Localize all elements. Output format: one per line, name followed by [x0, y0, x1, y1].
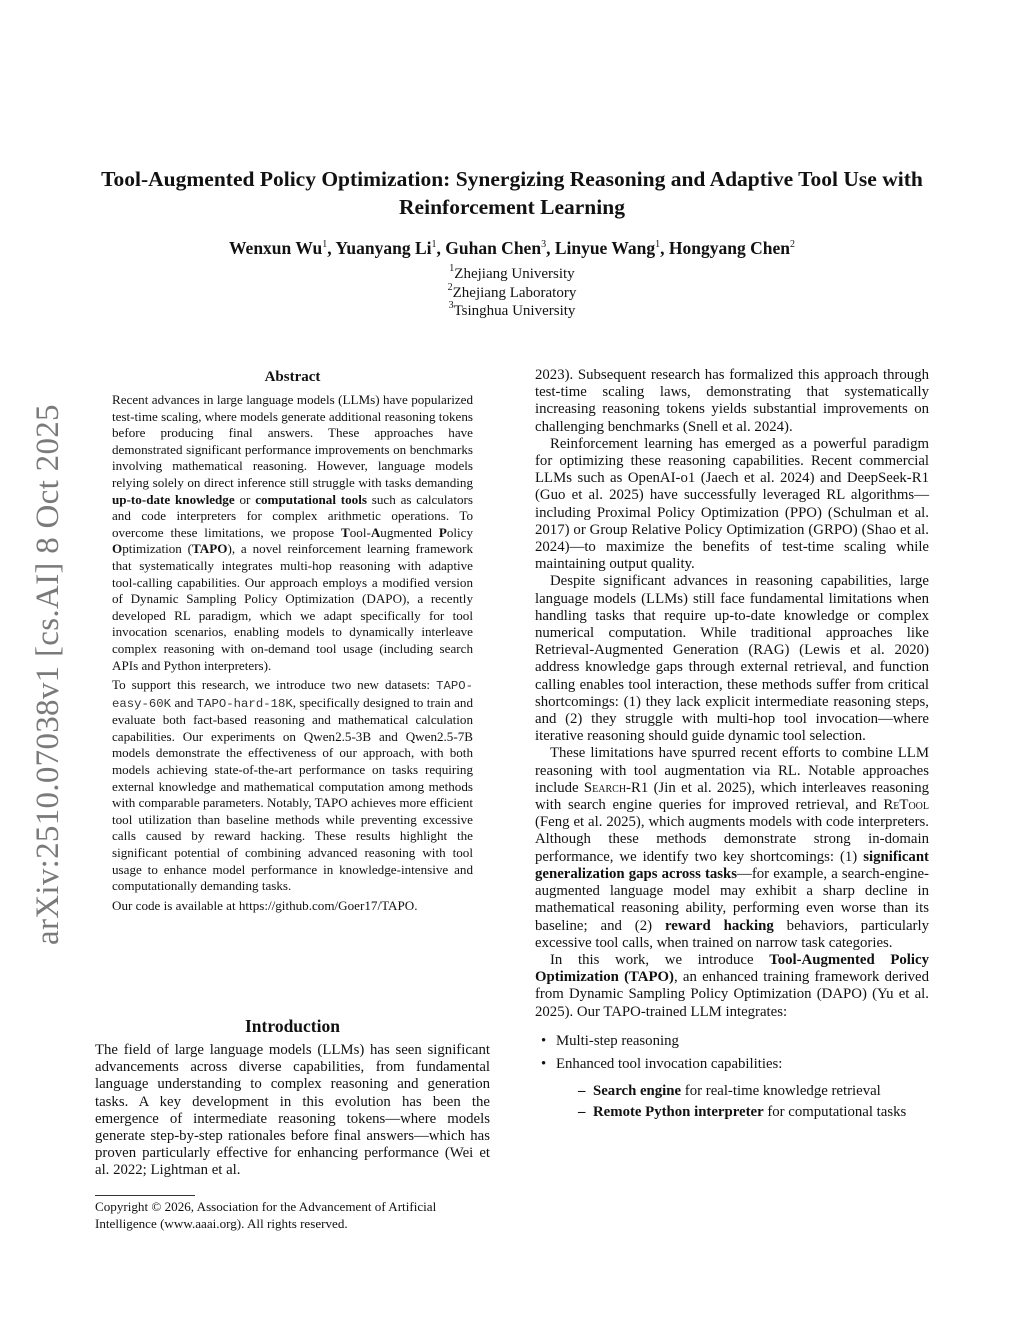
footnote-rule: [95, 1195, 195, 1196]
author-list: [80, 236, 944, 260]
dataset-name: TAPO-hard-18K: [196, 696, 293, 711]
body-paragraph: 2023). Subsequent research has formalized this approach through test-time scaling laws, demonstrating that systematically increasing reasoning tokens yields substantial improvements on challenging benchmarks (Snell et al. 2024).: [535, 367, 929, 435]
list-item: • Multi-step reasoning: [541, 1032, 679, 1049]
dash-icon: –: [578, 1104, 586, 1121]
method-name: Search-R1: [583, 779, 649, 796]
introduction-paragraph: The field of large language models (LLMs) has seen significant advancements across diverse capabilities, from fundamental language understanding to complex reasoning and generation tasks. A key development in this evolution has been the emergence of intermediate reasoning tokens—where models generate step-by-step rationales before final answers—which has proven particularly effective for enhancing performance (Wei et al. 2022; Lightman et al.: [95, 1042, 490, 1179]
dataset-name: TAPO-easy-60K: [112, 679, 473, 711]
tool-sublist: [556, 1083, 929, 1121]
abstract-body: [112, 392, 473, 917]
affiliation: $^1$Zhejiang University: [449, 263, 575, 282]
dash-icon: –: [578, 1083, 586, 1100]
method-name: ReTool: [883, 797, 929, 814]
paper-title: Tool-Augmented Policy Optimization: Synergizing Reasoning and Adaptive Tool Use with Reinforcement Learning: [101, 167, 923, 219]
code-availability: Our code is available at https://github.com/Goer17/TAPO.: [112, 897, 418, 913]
affiliation: $^3$Tsinghua University: [448, 300, 576, 319]
author: Linyue Wang$^1$,: [554, 238, 669, 258]
author: Wenxun Wu$^1$,: [229, 238, 336, 258]
right-column: [535, 367, 929, 1128]
author: Guhan Chen$^3$,: [445, 238, 555, 258]
body-paragraph: These limitations have spurred recent efforts to combine LLM reasoning with tool augmentation via RL. Notable approaches include Search-R1 (Jin et al. 2025), which interleaves reasoning with search engine queries for improved retrieval, and ReTool (Feng et al. 2025), which augments models with code interpreters. Although these methods demonstrate strong in-domain performance, we identify two key shortcomings: (1) significant generalization gaps across tasks—for example, a search-engine-augmented language model may exhibit a sharp decline in mathematical reasoning ability, performing even worse than its baseline; and (2) reward hacking behaviors, particularly excessive tool calls, when trained on narrow task categories.: [535, 745, 929, 951]
introduction-heading: Introduction: [245, 1016, 340, 1036]
affiliation: $^2$Zhejiang Laboratory: [447, 281, 577, 301]
list-item: • Enhanced tool invocation capabilities: – Search engine for real-time knowledge retrieval – Remote Python interpreter for computational tasks: [535, 1056, 929, 1122]
author: Yuanyang Li$^1$,: [335, 238, 446, 258]
list-item: – Remote Python interpreter for computational tasks: [578, 1104, 907, 1121]
body-paragraph: Despite significant advances in reasoning capabilities, large language models (LLMs) still face fundamental limitations when handling tasks that require up-to-date knowledge or complex numerical computation. While traditional approaches like Retrieval-Augmented Generation (RAG) (Lewis et al. 2020) address knowledge gaps through external retrieval, and function calling enables tool interaction, these methods suffer from critical shortcomings: (1) they lack explicit intermediate reasoning steps, and (2) they struggle with multi-hop tool invocation—where iterative reasoning should guide dynamic tool selection.: [535, 573, 929, 745]
feature-list: [535, 1033, 929, 1122]
bullet-icon: •: [541, 1055, 547, 1072]
affiliation-list: [80, 265, 944, 321]
abstract-heading: Abstract: [264, 369, 321, 385]
abstract-paragraph: To support this research, we introduce two new datasets: TAPO-easy-60K and TAPO-hard-18K, specifically designed to train and evaluate both fact-based reasoning and mathematical calculation capabilities. Our experiments on Qwen2.5-3B and Qwen2.5-7B models demonstrate the effectiveness of our approach, with both models achieving state-of-the-art performance on tasks requiring external knowledge and mathematical computation among methods with comparable parameters. Notably, TAPO achieves more efficient tool utilization than baseline methods while preventing excessive calls caused by reward hacking. These results highlight the significant potential of combining advanced reasoning with tool usage to enhance model performance in knowledge-intensive and computationally demanding tasks.: [112, 677, 474, 894]
list-item: – Search engine for real-time knowledge retrieval: [578, 1083, 881, 1100]
arxiv-watermark: arXiv:2510.07038v1 [cs.AI] 8 Oct 2025: [30, 404, 66, 945]
abstract-paragraph: Recent advances in large language models (LLMs) have popularized test-time scaling, where models generate additional reasoning tokens before producing final answers. These approaches have demonstrated significant performance improvements on benchmarks involving mathematical reasoning. However, language models relying solely on direct inference still struggle with tasks demanding up-to-date knowledge or computational tools such as calculators and code interpreters for complex arithmetic operations. To overcome these limitations, we propose Tool-Augmented Policy Optimization (TAPO), a novel reinforcement learning framework that systematically integrates multi-hop reasoning with adaptive tool-calling capabilities. Our approach employs a modified version of Dynamic Sampling Policy Optimization (DAPO), a recently developed RL paradigm, which we adapt specifically for tool invocation scenarios, enabling models to dynamically interleave complex reasoning with on-demand tool usage (including search APIs and Python interpreters).: [112, 392, 474, 673]
body-paragraph: In this work, we introduce Tool-Augmented Policy Optimization (TAPO), an enhanced training framework derived from Dynamic Sampling Policy Optimization (DAPO) (Yu et al. 2025). Our TAPO-trained LLM integrates:: [535, 951, 930, 1020]
author: Hongyang Chen$^2$: [668, 238, 795, 258]
copyright-footnote: Copyright © 2026, Association for the Advancement of Artificial Intelligence (www.aaai.org). All rights reserved.: [95, 1199, 437, 1231]
bullet-icon: •: [541, 1032, 547, 1049]
body-paragraph: Reinforcement learning has emerged as a powerful paradigm for optimizing these reasoning capabilities. Recent commercial LLMs such as OpenAI-o1 (Jaech et al. 2024) and DeepSeek-R1 (Guo et al. 2025) have successfully leveraged RL algorithms—including Proximal Policy Optimization (PPO) (Schulman et al. 2017) or Group Relative Policy Optimization (GRPO) (Shao et al. 2024)—to maximize the benefits of test-time scaling while maintaining output quality.: [535, 435, 929, 573]
